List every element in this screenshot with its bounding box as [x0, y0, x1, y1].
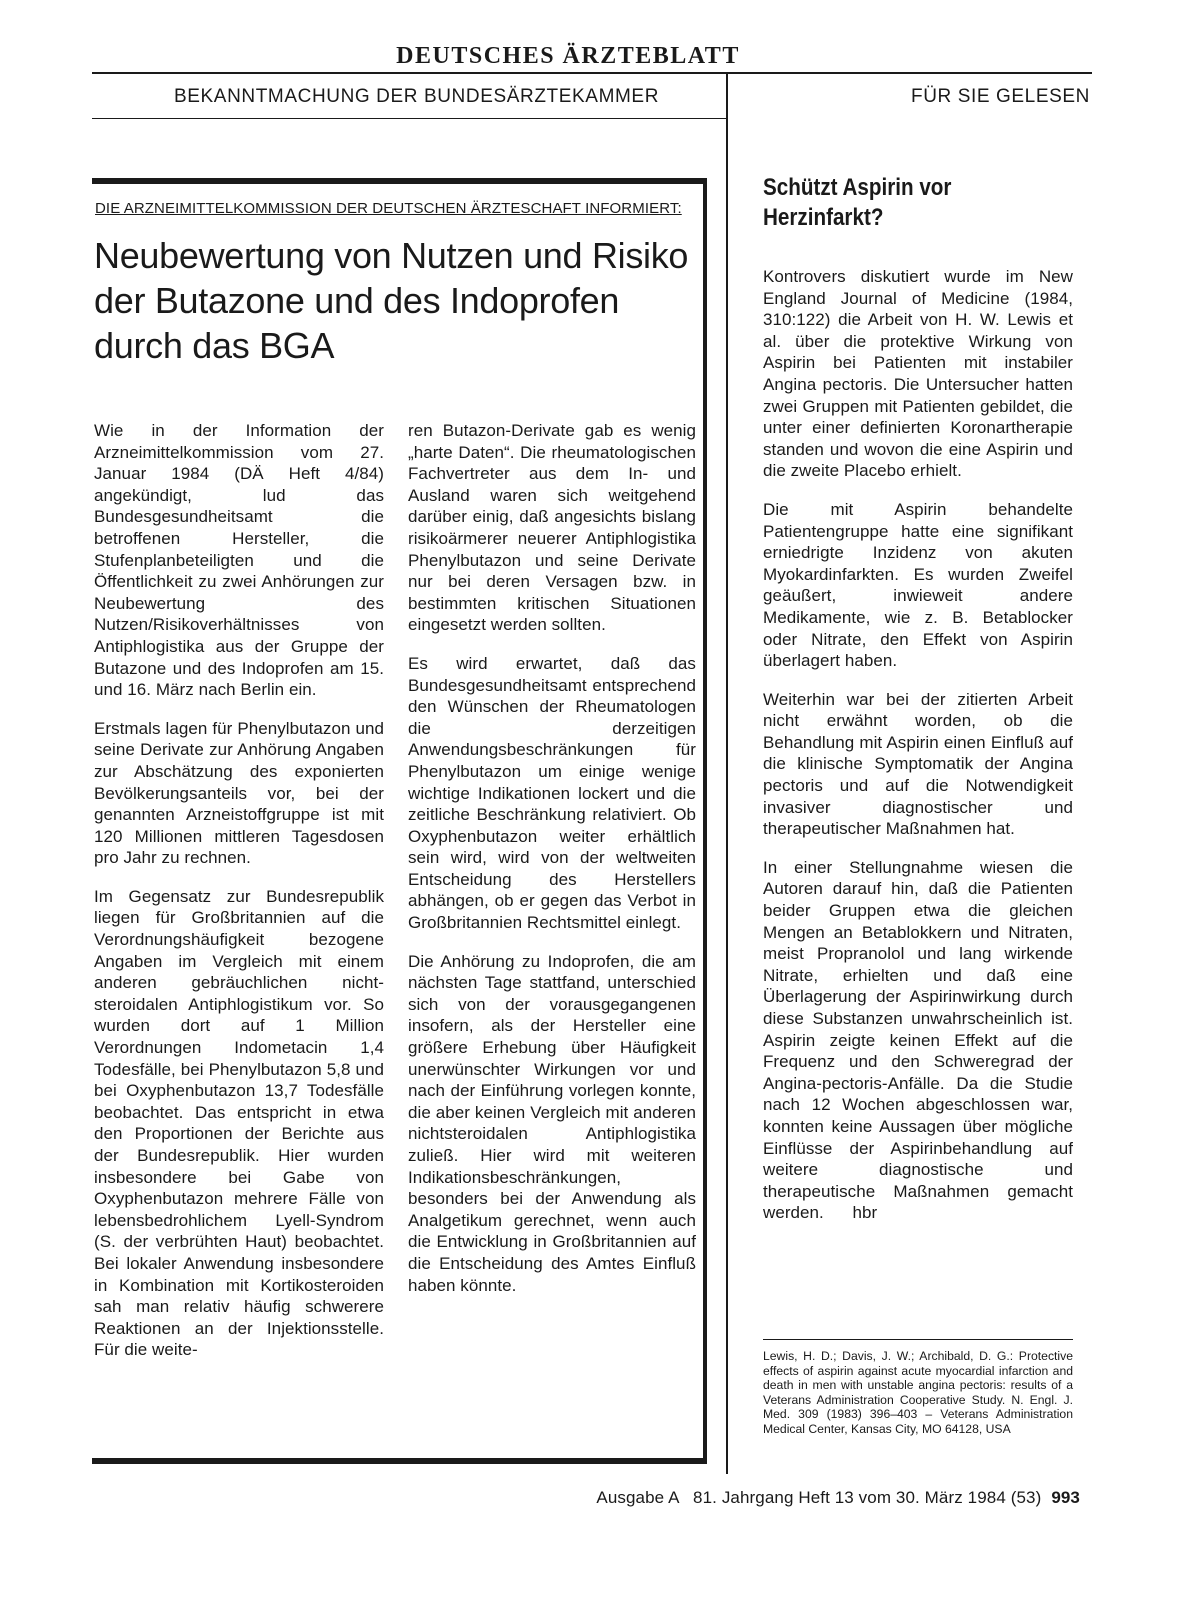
side-article-paragraph: Die mit Aspirin behandelte Patientengruppe hatte eine signifikant erniedrigte Inzidenz von akuten Myokardinfarkten. Es wurden Zweifel geäußert, inwieweit andere Medikamente, wie z. B. Betablocker oder Nitrate, den Effekt von Aspirin überlagert haben.	[763, 499, 1073, 671]
section-label-left: BEKANNTMACHUNG DER BUNDESÄRZTEKAMMER	[173, 86, 660, 107]
side-article-body	[763, 266, 1078, 1241]
article-box-right-border	[703, 178, 707, 1464]
article-paragraph: Erstmals lagen für Phenylbutazon und seine Derivate zur Anhörung Angaben zur Abschätzung des exponierten Bevölkerungsanteils vor, bei der genannten Arzneistoffgruppe ist mit 120 Millionen mittleren Tagesdosen pro Jahr zu rechnen.	[94, 718, 384, 868]
reference-rule	[763, 1339, 1073, 1340]
article-box-top-border	[92, 178, 707, 184]
article-kicker: DIE ARZNEIMITTELKOMMISSION DER DEUTSCHEN ÄRZTESCHAFT INFORMIERT:	[95, 200, 682, 217]
masthead-title: DEUTSCHES ÄRZTEBLATT	[396, 43, 740, 69]
side-article-reference: Lewis, H. D.; Davis, J. W.; Archibald, D. G.: Protective effects of aspirin against acute myocardial infarction and death in men with unstable angina pectoris: results of a Veterans Administration Cooperative Study. N. Engl. J. Med. 309 (1983) 396–403 – Veterans Administration Medical Center, Kansas City, MO 64128, USA	[763, 1349, 1073, 1436]
article-paragraph: Wie in der Information der Arzneimittelkommission vom 27. Januar 1984 (DÄ Heft 4/84) angekündigt, lud das Bundesgesundheitsamt die betroffenen Hersteller, die Stufenplanbeteiligten und die Öffentlichkeit zu zwei Anhörungen zur Neubewertung des Nutzen/Risikoverhältnisses von Antiphlogistika aus der Gruppe der Butazone und des Indoprofen am 15. und 16. März nach Berlin ein.	[94, 421, 384, 700]
masthead-rule	[92, 72, 1092, 74]
article-paragraph: Im Gegensatz zur Bundesrepublik liegen für Großbritannien auf die Verordnungshäufigkeit bezogene Angaben im Vergleich mit einem anderen gebräuchlichen nicht-steroidalen Antiphlogistikum vor. So wurden dort auf 1 Million Verordnungen Indometacin 1,4 Todesfälle, bei Phenylbutazon 5,8 und bei Oxyphenbutazon 13,7 Todesfälle beobachtet. Das entspricht in etwa den Proportionen der Berichte aus der Bundesrepublik. Hier wurden insbesondere bei Gabe von Oxyphenbutazon mehrere Fälle von lebensbedrohlichem Lyell-Syndrom (S. der verbrühten Haut) beobachtet. Bei lokaler Anwendung insbesondere in Kombination mit Kortikosteroiden sah man relativ häufig schwerere Reaktionen an der Injektionsstelle. Für die weite-	[94, 886, 384, 1360]
article-paragraph: Die Anhörung zu Indoprofen, die am nächsten Tage stattfand, unterschied sich von der vorausgegangenen insofern, als der Hersteller eine größere Erhebung über Häufigkeit unerwünschter Wirkungen vor und nach der Einführung vorlegen konnte, die aber keinen Vergleich mit anderen nichtsteroidalen Antiphlogistika zuließ. Hier wird mit weiteren Indikationsbeschränkungen, besonders bei der Anwendung als Analgetikum gerechnet, wenn auch die Entwicklung in Großbritannien auf die Entscheidung des Amtes Einfluß haben könnte.	[408, 951, 696, 1295]
article-column-1	[94, 420, 384, 1378]
article-column-2	[408, 420, 696, 1313]
issue-info: Ausgabe A 81. Jahrgang Heft 13 vom 30. März 1984 (53)	[596, 1488, 1042, 1507]
page-footer	[500, 1488, 1080, 1508]
side-article-paragraph: Kontrovers diskutiert wurde im New England Journal of Medicine (1984, 310:122) die Arbeit von H. W. Lewis et al. über die protektive Wirkung von Aspirin bei Patienten mit instabiler Angina pectoris. Die Untersucher hatten zwei Gruppen mit Patienten gebildet, die unter einer definierten Koronartherapie standen und wovon die eine Aspirin und die zweite Placebo erhielt.	[763, 267, 1073, 481]
side-article-paragraph: In einer Stellungnahme wiesen die Autoren darauf hin, daß die Patienten beider Gruppen etwa die gleichen Mengen an Betablokkern und Nitraten, meist Propranolol und lang wirkende Nitrate, erhielten und daß eine Überlagerung der Aspirinwirkung durch diese Substanzen unwahrscheinlich ist. Aspirin zeigte keinen Effekt auf die Frequenz und den Schweregrad der Angina-pectoris-Anfälle. Da die Studie nach 12 Wochen abgeschlossen war, konnten keine Aussagen über mögliche Einflüsse der Aspirinbehandlung auf weitere diagnostische und therapeutische Maßnahmen gemacht werden. hbr	[763, 857, 1078, 1223]
side-article-title: Schützt Aspirin vor Herzinfarkt?	[763, 174, 952, 231]
side-article-paragraph: Weiterhin war bei der zitierten Arbeit nicht erwähnt worden, ob die Behandlung mit Aspirin einen Einfluß auf die klinische Symptomatik der Angina pectoris und auf die Notwendigkeit invasiver diagnostischer und therapeutischer Maßnahmen hat.	[763, 689, 1073, 839]
section-rule-left	[92, 118, 726, 119]
page-number: 993	[1051, 1488, 1080, 1507]
section-divider-vertical	[726, 74, 728, 1474]
article-paragraph: Es wird erwartet, daß das Bundesgesundheitsamt entsprechend den Wünschen der Rheumatologen die derzeitigen Anwendungsbeschränkungen für Phenylbutazon um einige wenige wichtige Indikationen lockert und die zeitliche Beschränkung relativiert. Ob Oxyphenbutazon weiter erhältlich sein wird, wird von der weltweiten Entscheidung des Herstellers abhängen, ob er gegen das Verbot in Großbritannien Rechtsmittel einlegt.	[408, 653, 696, 933]
section-label-right: FÜR SIE GELESEN	[911, 86, 1090, 107]
article-headline: Neubewertung von Nutzen und Risiko der Butazone und des Indoprofen durch das BGA	[94, 235, 689, 366]
article-paragraph: ren Butazon-Derivate gab es wenig „harte Daten“. Die rheumatologischen Fachvertreter aus dem In- und Ausland waren sich weitgehend darüber einig, daß angesichts bislang risikoärmerer neuerer Antiphlogistika Phenylbutazon und seine Derivate nur bei deren Versagen bzw. in bestimmten kritischen Situationen eingesetzt werden sollten.	[408, 421, 696, 635]
article-box-bottom-border	[92, 1458, 707, 1464]
